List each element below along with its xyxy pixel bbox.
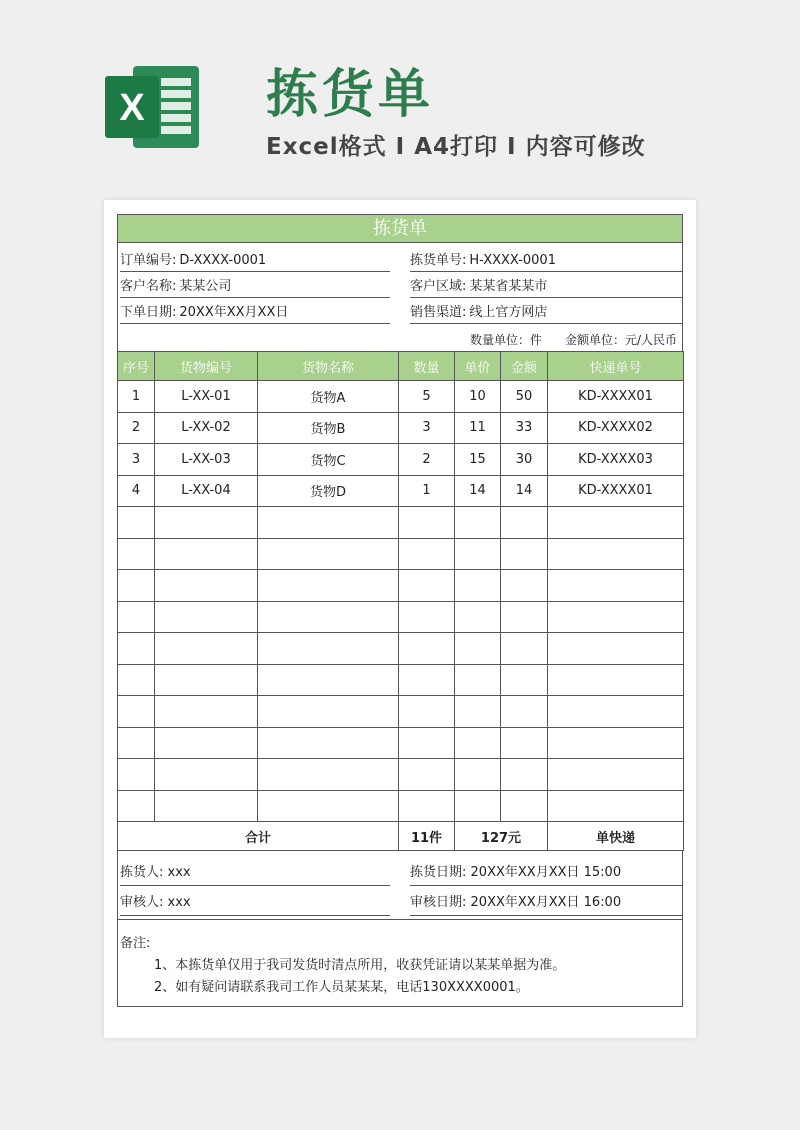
table-cell: 3 (399, 412, 455, 444)
info-row (117, 295, 683, 321)
table-row (118, 633, 684, 665)
table-cell (399, 759, 455, 791)
table-cell (455, 664, 501, 696)
excel-logo-icon (103, 62, 203, 152)
table-cell (155, 664, 258, 696)
order-no-value: D-XXXX-0001 (179, 253, 267, 268)
column-header: 单价 (455, 352, 501, 381)
table-cell (548, 601, 684, 633)
table-cell (399, 601, 455, 633)
table-cell (501, 664, 548, 696)
reviewer-label: 审核人: (120, 895, 164, 910)
table-cell (399, 790, 455, 822)
table-cell (155, 633, 258, 665)
table-row (118, 759, 684, 791)
table-cell: 货物C (258, 444, 399, 476)
sign-block (117, 851, 683, 919)
banner-title: 拣货单 (266, 65, 435, 125)
banner-subtitle: Excel格式 I A4打印 I 内容可修改 (266, 134, 646, 160)
region-value: 某某省某某市 (469, 279, 548, 294)
picking-sheet (117, 214, 683, 1007)
table-cell: 11 (455, 412, 501, 444)
table-cell: KD-XXXX01 (548, 381, 684, 413)
table-cell: 33 (501, 412, 548, 444)
table-cell: 14 (501, 475, 548, 507)
table-cell (399, 696, 455, 728)
table-cell (548, 696, 684, 728)
customer-label: 客户名称: (120, 279, 177, 294)
column-header: 金额 (501, 352, 548, 381)
order-date-label: 下单日期: (120, 305, 177, 320)
region-label: 客户区域: (410, 279, 467, 294)
table-header-row (118, 352, 684, 381)
column-header: 货物编号 (155, 352, 258, 381)
table-cell (501, 727, 548, 759)
column-header: 数量 (399, 352, 455, 381)
table-cell (118, 759, 155, 791)
table-row (118, 664, 684, 696)
table-cell (118, 727, 155, 759)
table-cell: 货物D (258, 475, 399, 507)
total-qty: 11件 (399, 822, 455, 851)
table-cell (399, 727, 455, 759)
table-cell (155, 538, 258, 570)
notes-block (117, 919, 683, 1007)
table-cell (548, 538, 684, 570)
table-cell (455, 538, 501, 570)
table-cell (399, 507, 455, 539)
picker-value: xxx (167, 865, 191, 880)
table-cell (548, 664, 684, 696)
table-row (118, 412, 684, 444)
table-cell (118, 570, 155, 602)
table-cell (258, 696, 399, 728)
customer-value: 某某公司 (179, 279, 232, 294)
review-date-label: 审核日期: (410, 895, 467, 910)
table-cell (258, 601, 399, 633)
table-cell: 15 (455, 444, 501, 476)
sheet-title: 拣货单 (117, 214, 683, 243)
table-cell (155, 601, 258, 633)
table-row (118, 696, 684, 728)
table-cell (155, 507, 258, 539)
table-cell (118, 633, 155, 665)
table-cell (501, 696, 548, 728)
table-cell (501, 538, 548, 570)
table-cell (399, 570, 455, 602)
table-cell (118, 507, 155, 539)
table-row (118, 790, 684, 822)
table-cell (501, 601, 548, 633)
table-cell: L-XX-01 (155, 381, 258, 413)
table-cell (155, 570, 258, 602)
table-cell: 3 (118, 444, 155, 476)
table-row (118, 507, 684, 539)
table-cell: KD-XXXX01 (548, 475, 684, 507)
table-cell: L-XX-03 (155, 444, 258, 476)
table-cell (548, 790, 684, 822)
table-cell (118, 696, 155, 728)
table-cell: KD-XXXX02 (548, 412, 684, 444)
table-cell (155, 696, 258, 728)
total-shipping: 单快递 (548, 822, 684, 851)
table-cell: L-XX-04 (155, 475, 258, 507)
table-cell: 2 (399, 444, 455, 476)
table-cell (455, 507, 501, 539)
table-cell (258, 570, 399, 602)
table-cell (455, 790, 501, 822)
table-row (118, 381, 684, 413)
pick-date-value: 20XX年XX月XX日 15:00 (470, 865, 622, 880)
table-cell: 1 (118, 381, 155, 413)
table-cell (399, 538, 455, 570)
column-header: 序号 (118, 352, 155, 381)
table-cell: 10 (455, 381, 501, 413)
table-row (118, 570, 684, 602)
table-cell (118, 664, 155, 696)
table-cell: 30 (501, 444, 548, 476)
table-cell (118, 538, 155, 570)
table-cell: 1 (399, 475, 455, 507)
notes-line-1: 1、本拣货单仅用于我司发货时清点所用，收获凭证请以某某单据为准。 (154, 958, 566, 973)
table-cell (501, 507, 548, 539)
channel-label: 销售渠道: (410, 305, 467, 320)
amount-unit: 金额单位：元/人民币 (565, 333, 678, 347)
unit-row (117, 321, 683, 351)
table-cell (258, 664, 399, 696)
table-cell: 4 (118, 475, 155, 507)
table-cell (548, 633, 684, 665)
table-row (118, 601, 684, 633)
table-cell (548, 759, 684, 791)
total-amount: 127元 (455, 822, 548, 851)
table-cell (455, 601, 501, 633)
table-row (118, 727, 684, 759)
column-header: 货物名称 (258, 352, 399, 381)
notes-line-2: 2、如有疑问请联系我司工作人员某某某，电话130XXXX0001。 (154, 980, 529, 995)
order-date-value: 20XX年XX月XX日 (179, 305, 289, 320)
table-cell (455, 633, 501, 665)
table-row (118, 475, 684, 507)
table-cell (155, 759, 258, 791)
table-cell (501, 790, 548, 822)
table-cell (258, 759, 399, 791)
table-row (118, 538, 684, 570)
channel-value: 线上官方网店 (469, 305, 548, 320)
table-cell (501, 633, 548, 665)
table-cell (455, 570, 501, 602)
notes-head: 备注: (120, 936, 151, 951)
total-label: 合计 (118, 822, 399, 851)
logo-letter: X (119, 87, 145, 129)
info-row (117, 243, 683, 269)
table-cell (399, 633, 455, 665)
order-no-label: 订单编号: (120, 253, 177, 268)
table-cell (258, 507, 399, 539)
reviewer-value: xxx (167, 895, 191, 910)
table-cell (258, 727, 399, 759)
table-cell: 50 (501, 381, 548, 413)
table-cell (455, 696, 501, 728)
pick-date-label: 拣货日期: (410, 865, 467, 880)
items-table (117, 351, 684, 851)
table-cell: 5 (399, 381, 455, 413)
table-cell (501, 570, 548, 602)
table-cell (258, 633, 399, 665)
table-cell: KD-XXXX03 (548, 444, 684, 476)
table-cell: L-XX-02 (155, 412, 258, 444)
table-row (118, 444, 684, 476)
table-cell (548, 570, 684, 602)
qty-unit: 数量单位：件 (470, 333, 543, 347)
table-cell (455, 727, 501, 759)
review-date-value: 20XX年XX月XX日 16:00 (470, 895, 622, 910)
table-cell (258, 538, 399, 570)
table-cell: 14 (455, 475, 501, 507)
table-cell (118, 601, 155, 633)
pick-no-label: 拣货单号: (410, 253, 467, 268)
table-cell (155, 727, 258, 759)
picker-label: 拣货人: (120, 865, 164, 880)
table-cell (155, 790, 258, 822)
table-cell (548, 727, 684, 759)
total-row (118, 822, 684, 851)
table-cell (455, 759, 501, 791)
info-row (117, 269, 683, 295)
table-cell (399, 664, 455, 696)
table-cell: 2 (118, 412, 155, 444)
table-cell: 货物B (258, 412, 399, 444)
table-cell (118, 790, 155, 822)
table-cell: 货物A (258, 381, 399, 413)
table-cell (501, 759, 548, 791)
column-header: 快递单号 (548, 352, 684, 381)
table-cell (258, 790, 399, 822)
pick-no-value: H-XXXX-0001 (469, 253, 556, 268)
table-cell (548, 507, 684, 539)
